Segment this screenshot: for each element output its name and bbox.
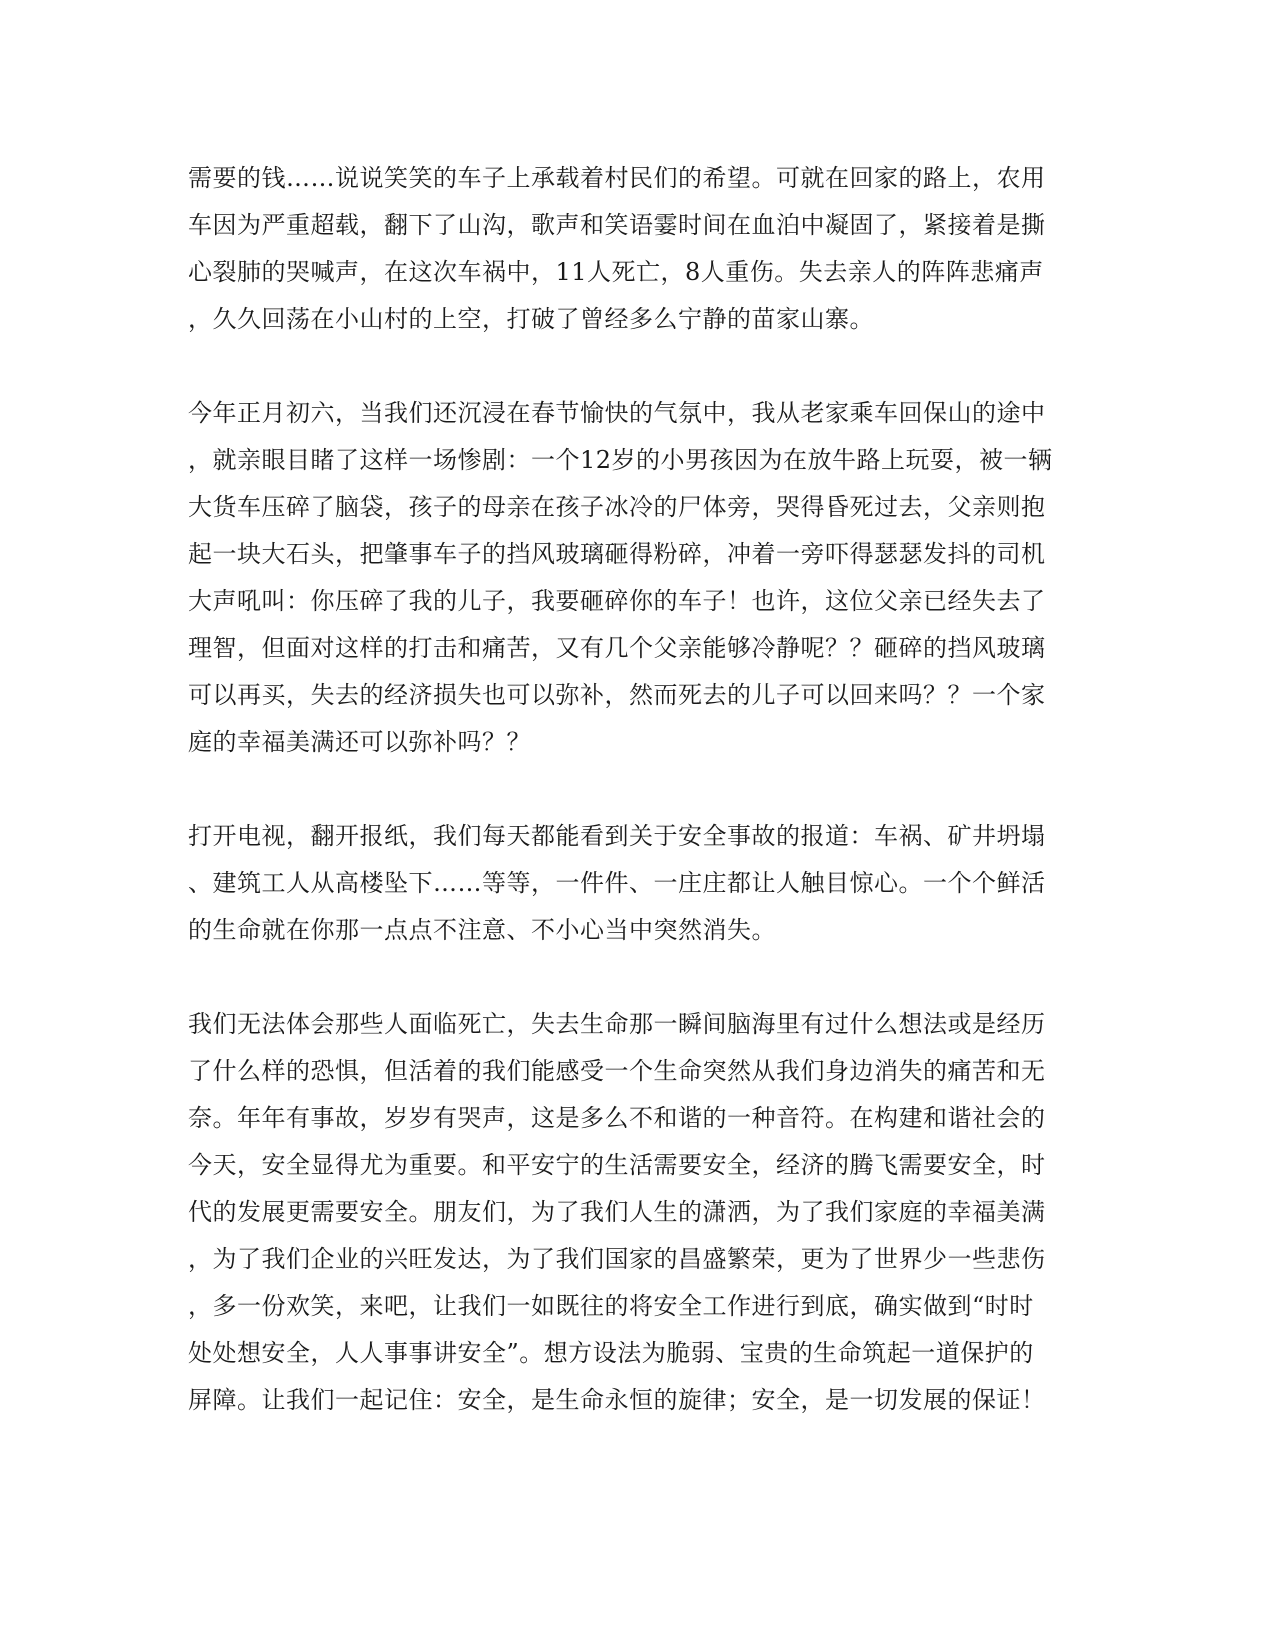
- paragraph-spacer: [188, 954, 1058, 1001]
- text-line: 大货车压碎了脑袋，孩子的母亲在孩子冰冷的尸体旁，哭得昏死过去，父亲则抱: [188, 493, 1046, 521]
- text-line: 奈。年年有事故，岁岁有哭声，这是多么不和谐的一种音符。在构建和谐社会的: [188, 1104, 1046, 1132]
- text-line: 代的发展更需要安全。朋友们，为了我们人生的潇洒，为了我们家庭的幸福美满: [188, 1198, 1046, 1226]
- text-line: ，多一份欢笑，来吧，让我们一如既往的将安全工作进行到底，确实做到“时时: [188, 1292, 1034, 1320]
- paragraph-4: [188, 1001, 1058, 1424]
- text-line: 、建筑工人从高楼坠下……等等，一件件、一庄庄都让人触目惊心。一个个鲜活: [188, 869, 1046, 897]
- text-line: 我们无法体会那些人面临死亡，失去生命那一瞬间脑海里有过什么想法或是经历: [188, 1010, 1046, 1038]
- text-line: 理智，但面对这样的打击和痛苦，又有几个父亲能够冷静呢？？砸碎的挡风玻璃: [188, 634, 1046, 662]
- text-line: ，就亲眼目睹了这样一场惨剧：一个12岁的小男孩因为在放牛路上玩耍，被一辆: [188, 446, 1053, 474]
- document-page: [188, 155, 1058, 1424]
- text-line: 车因为严重超载，翻下了山沟，歌声和笑语霎时间在血泊中凝固了，紧接着是撕: [188, 211, 1046, 239]
- text-line: 可以再买，失去的经济损失也可以弥补，然而死去的儿子可以回来吗？？一个家: [188, 681, 1046, 709]
- paragraph-2: [188, 390, 1058, 766]
- text-line: 的生命就在你那一点点不注意、不小心当中突然消失。: [188, 916, 776, 944]
- text-line: 打开电视，翻开报纸，我们每天都能看到关于安全事故的报道：车祸、矿井坍塌: [188, 822, 1046, 850]
- text-line: ，为了我们企业的兴旺发达，为了我们国家的昌盛繁荣，更为了世界少一些悲伤: [188, 1245, 1046, 1273]
- text-line: 庭的幸福美满还可以弥补吗？？: [188, 728, 531, 756]
- paragraph-3: [188, 813, 1058, 954]
- text-line: 需要的钱……说说笑笑的车子上承载着村民们的希望。可就在回家的路上，农用: [188, 164, 1046, 192]
- text-line: 屏障。让我们一起记住：安全，是生命永恒的旋律；安全，是一切发展的保证！: [188, 1386, 1046, 1414]
- text-line: 大声吼叫：你压碎了我的儿子，我要砸碎你的车子！也许，这位父亲已经失去了: [188, 587, 1046, 615]
- text-line: 处处想安全，人人事事讲安全”。想方设法为脆弱、宝贵的生命筑起一道保护的: [188, 1339, 1034, 1367]
- paragraph-spacer: [188, 343, 1058, 390]
- text-line: 了什么样的恐惧，但活着的我们能感受一个生命突然从我们身边消失的痛苦和无: [188, 1057, 1046, 1085]
- paragraph-spacer: [188, 766, 1058, 813]
- paragraph-1: [188, 155, 1058, 343]
- text-line: 起一块大石头，把肇事车子的挡风玻璃砸得粉碎，冲着一旁吓得瑟瑟发抖的司机: [188, 540, 1046, 568]
- text-line: 心裂肺的哭喊声，在这次车祸中，11人死亡，8人重伤。失去亲人的阵阵悲痛声: [188, 258, 1044, 286]
- text-line: 今天，安全显得尤为重要。和平安宁的生活需要安全，经济的腾飞需要安全，时: [188, 1151, 1046, 1179]
- text-line: 今年正月初六，当我们还沉浸在春节愉快的气氛中，我从老家乘车回保山的途中: [188, 399, 1046, 427]
- text-line: ，久久回荡在小山村的上空，打破了曾经多么宁静的苗家山寨。: [188, 305, 874, 333]
